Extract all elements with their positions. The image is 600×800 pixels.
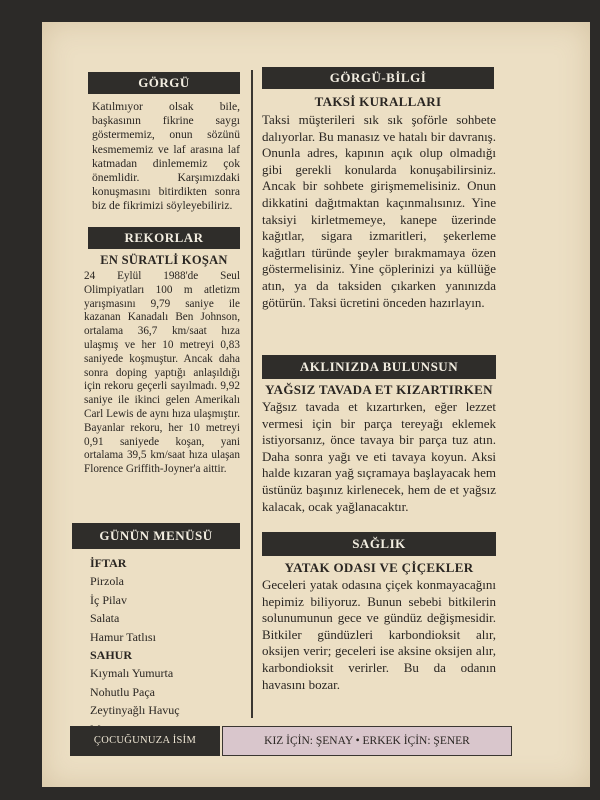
rekorlar-text: 24 Eylül 1988'de Seul Olimpiyatları 100 m atletizm yarışmasını 9,79 saniye ile kazanan Kanadalı Ben Johnson, ortalama 36,7 km/saat hıza ulaşmış ve her 10 metreyi 0,83 saniyede koşmuştur. Ancak daha sonra doping yaptığı anlaşıldığı için rekoru geçerli sayılmadı. 9,92 saniye ile ikinci gelen Amerikalı Carl Lewis de aynı hıza ulaşmıştır. Bayanlar rekoru, her 10 metreyi 0,91 saniyede koşan, yani ortalama 39,5 km/saat hıza ulaşan Florence Griffith-Joyner'a aittir. bbox=[84, 270, 240, 476]
menu-item: Zeytinyağlı Havuç bbox=[90, 703, 180, 718]
akliniz-header: AKLINIZDA BULUNSUN bbox=[262, 355, 496, 379]
iftar-label: İFTAR bbox=[90, 556, 127, 570]
gorgu-text: Katılmıyor olsak bile, başkasının fikrine saygı göstermemiz, onun sözünü kesmememiz ve laf arasına laf katmadan dinlememiz çok önemlidir. Karşımızdaki konuşmasını bitirdikten sonra biz de fikrimizi söyleyebiliriz. bbox=[92, 100, 240, 213]
saglik-header: SAĞLIK bbox=[262, 532, 496, 556]
gorgu-header: GÖRGÜ bbox=[88, 72, 240, 94]
menu-list bbox=[90, 554, 240, 738]
akliniz-subtitle: YAĞSIZ TAVADA ET KIZARTIRKEN bbox=[265, 382, 493, 397]
menu-item: Hamur Tatlısı bbox=[90, 629, 156, 644]
gorgu-bilgi-text: Taksi müşterileri sık sık şoförle sohbete dalıyorlar. Bu manasız ve hatalı bir davranış. Onunla adres, kapının açık olup olmadığı gibi gerekli konularda konuşabilirsiniz. Ancak bir sohbete girişmemelisiniz. Onun dikkatini dağıtmaktan kaçınmalısınız. Yine taksiyi kirletmemeye, kanepe üzerinde kağıtlar, sigara izmaritleri, şekerleme kağıtları türünde şeyler bırakmamaya özen göstermelisiniz. Yine çöplerinizi ya küllüğe atın, ya da taksiden çıkarken yanınızda götürün. Taksi ücretini önceden hazırlayın. bbox=[262, 112, 496, 310]
menu-item: İç Pilav bbox=[90, 592, 127, 607]
menu-item: Nohutlu Paça bbox=[90, 684, 155, 699]
menu-item: Salata bbox=[90, 611, 120, 626]
rekorlar-header: REKORLAR bbox=[88, 227, 240, 249]
menu-item: Kıymalı Yumurta bbox=[90, 666, 174, 681]
akliniz-text: Yağsız tavada et kızartırken, eğer lezzet vermesi için bir parça tereyağı eklemek istiyorsanız, önce tavaya bir parça tuz atın. Daha sonra yağı ve eti tavaya koyun. Aksi halde kızaran yağ sıçramaya başlayacak hem üstünüz başınız kirlenecek, hem de et yağsız kalacak, ocak yağlanacaktır. bbox=[262, 399, 496, 514]
saglik-text: Geceleri yatak odasına çiçek konmayacağını hepimiz biliyoruz. Bunun sebebi bitkilerin solunumunun gece ve gündüz değişmesidir. Bitkiler gündüzleri karbondioksit alır, oksijen verir; geceleri ise aksine oksijen alır, karbondioksit verirler. Bu da odanın havasını bozar. bbox=[262, 577, 496, 692]
menu-header: GÜNÜN MENÜSÜ bbox=[72, 523, 240, 549]
column-divider bbox=[251, 70, 253, 718]
rekorlar-subtitle: EN SÜRATLİ KOŞAN bbox=[100, 253, 228, 267]
sahur-label: SAHUR bbox=[90, 648, 133, 663]
footer-name-suggestions: KIZ İÇİN: ŞENAY • ERKEK İÇİN: ŞENER bbox=[222, 726, 512, 756]
saglik-subtitle: YATAK ODASI VE ÇİÇEKLER bbox=[284, 560, 474, 575]
footer-name-label: ÇOCUĞUNUZA İSİM bbox=[70, 726, 220, 756]
gorgu-bilgi-subtitle: TAKSİ KURALLARI bbox=[314, 94, 442, 109]
menu-item: Pirzola bbox=[90, 574, 124, 589]
gorgu-bilgi-header: GÖRGÜ-BİLGİ bbox=[262, 67, 494, 89]
